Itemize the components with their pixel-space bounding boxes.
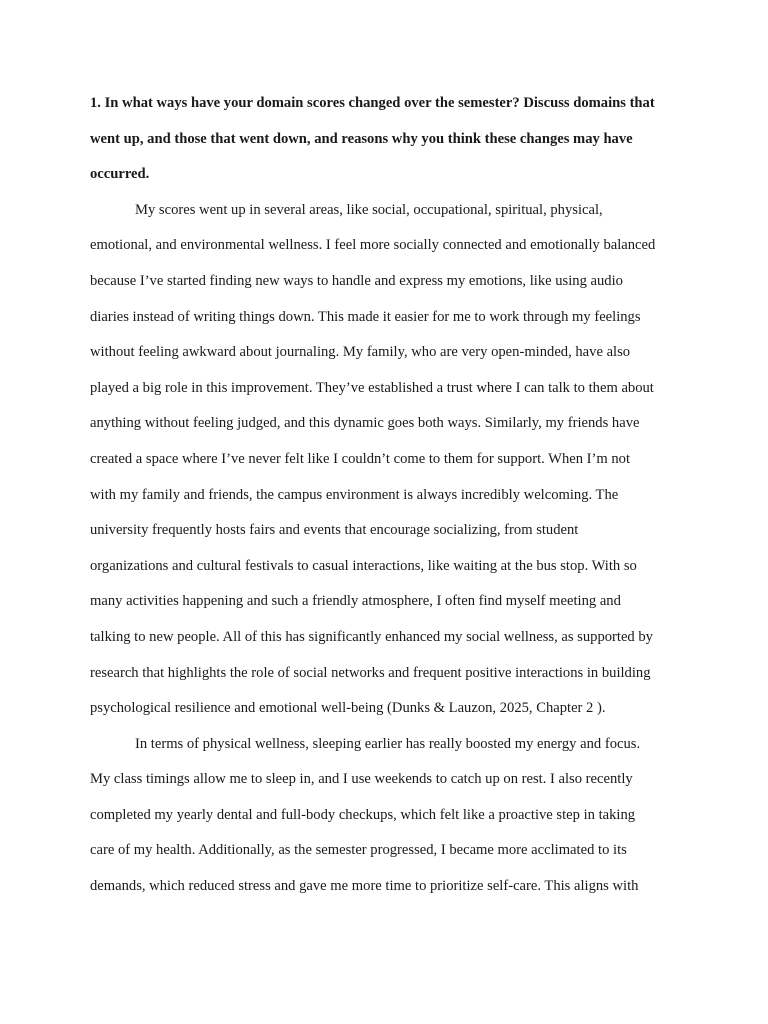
paragraph-line: completed my yearly dental and full-body checkups, which felt like a proactive step in taking — [90, 806, 636, 823]
paragraph-line: diaries instead of writing things down. This made it easier for me to work through my feelings — [90, 308, 641, 325]
paragraph-line: with my family and friends, the campus environment is always incredibly welcoming. The — [90, 486, 619, 503]
paragraph-line: without feeling awkward about journaling. My family, who are very open-minded, have also — [90, 344, 631, 361]
paragraph-line: demands, which reduced stress and gave me more time to prioritize self-care. This aligns with — [90, 878, 639, 895]
paragraph-line: anything without feeling judged, and this dynamic goes both ways. Similarly, my friends have — [90, 415, 640, 432]
paragraph-line: In terms of physical wellness, sleeping earlier has really boosted my energy and focus. — [135, 735, 641, 752]
question-heading — [90, 86, 686, 193]
question-line: went up, and those that went down, and reasons why you think these changes may have — [90, 130, 633, 147]
paragraph-line: created a space where I’ve never felt like I couldn’t come to them for support. When I’m not — [90, 450, 631, 467]
paragraph-line: university frequently hosts fairs and events that encourage socializing, from student — [90, 522, 579, 539]
paragraph-line: played a big role in this improvement. They’ve established a trust where I can talk to them about — [90, 379, 654, 396]
paragraph-line: organizations and cultural festivals to casual interactions, like waiting at the bus stop. With so — [90, 557, 637, 574]
paragraph-line: talking to new people. All of this has significantly enhanced my social wellness, as supported by — [90, 628, 653, 645]
document-body — [90, 86, 686, 905]
paragraph-line: because I’ve started finding new ways to handle and express my emotions, like using audio — [90, 272, 623, 289]
question-line: occurred. — [90, 166, 150, 183]
paragraph-line: emotional, and environmental wellness. I feel more socially connected and emotionally balanced — [90, 237, 656, 254]
paragraph-line: many activities happening and such a friendly atmosphere, I often find myself meeting and — [90, 593, 621, 610]
paragraph-social-wellness — [90, 193, 686, 727]
paragraph-line: psychological resilience and emotional well-being (Dunks & Lauzon, 2025, Chapter 2 ). — [90, 700, 606, 717]
paragraph-line: research that highlights the role of social networks and frequent positive interactions in building — [90, 664, 651, 681]
paragraph-line: My class timings allow me to sleep in, and I use weekends to catch up on rest. I also recently — [90, 771, 633, 788]
paragraph-physical-wellness — [90, 727, 686, 905]
paragraph-line: My scores went up in several areas, like social, occupational, spiritual, physical, — [135, 201, 603, 218]
paragraph-line: care of my health. Additionally, as the semester progressed, I became more acclimated to its — [90, 842, 627, 859]
question-line: 1. In what ways have your domain scores changed over the semester? Discuss domains that — [90, 95, 655, 111]
